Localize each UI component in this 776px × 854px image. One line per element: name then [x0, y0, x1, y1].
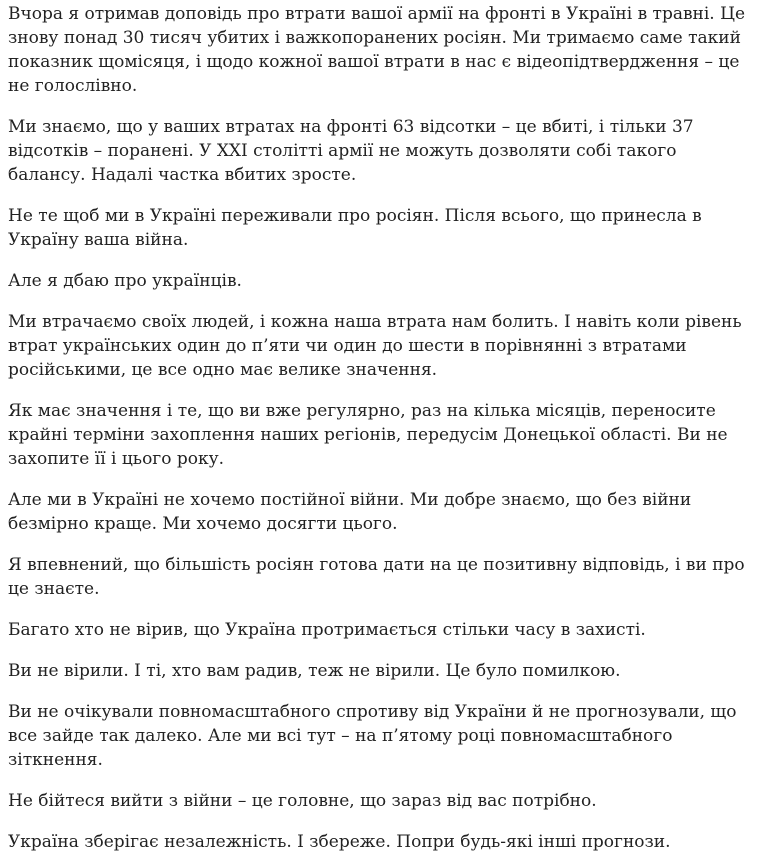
paragraph-6: Як має значення і те, що ви вже регулярно, раз на кілька місяців, переносите крайні терміни захоплення наших регіонів, передусім Донецької області. Ви не захопите її і цього року.	[8, 401, 728, 469]
paragraph-9: Багато хто не вірив, що Україна протримається стільки часу в захисті.	[8, 620, 646, 640]
paragraph-13: Україна зберігає незалежність. І збереже. Попри будь-які інші прогнози.	[8, 832, 671, 852]
paragraph-5: Ми втрачаємо своїх людей, і кожна наша втрата нам болить. І навіть коли рівень втрат українських один до п’яти чи один до шести в порівнянні з втратами російськими, це все одно має велике значення.	[8, 312, 742, 380]
paragraph-1: Вчора я отримав доповідь про втрати вашої армії на фронті в Україні в травні. Це знову понад 30 тисяч убитих і важкопоранених росіян. Ми тримаємо саме такий показник щомісяця, і щодо кожної вашої втрати в нас є відеопідтвердження – це не голослівно.	[8, 4, 746, 96]
paragraph-8: Я впевнений, що більшість росіян готова дати на це позитивну відповідь, і ви про це знаєте.	[8, 555, 745, 599]
paragraph-2: Ми знаємо, що у ваших втратах на фронті 63 відсотки – це вбиті, і тільки 37 відсотків – поранені. У XXI столітті армії не можуть дозволяти собі такого балансу. Надалі частка вбитих зросте.	[8, 117, 694, 185]
paragraph-12: Не бійтеся вийти з війни – це головне, що зараз від вас потрібно.	[8, 791, 597, 811]
paragraph-7: Але ми в Україні не хочемо постійної війни. Ми добре знаємо, що без війни безмірно краще. Ми хочемо досягти цього.	[8, 490, 692, 534]
paragraph-10: Ви не вірили. І ті, хто вам радив, теж не вірили. Це було помилкою.	[8, 661, 621, 681]
paragraph-11: Ви не очікували повномасштабного спротиву від України й не прогнозували, що все зайде так далеко. Але ми всі тут – на п’ятому році повномасштабного зіткнення.	[8, 702, 737, 770]
paragraph-4: Але я дбаю про українців.	[8, 271, 242, 291]
paragraph-3: Не те щоб ми в Україні переживали про росіян. Після всього, що принесла в Україну ваша війна.	[8, 206, 702, 250]
